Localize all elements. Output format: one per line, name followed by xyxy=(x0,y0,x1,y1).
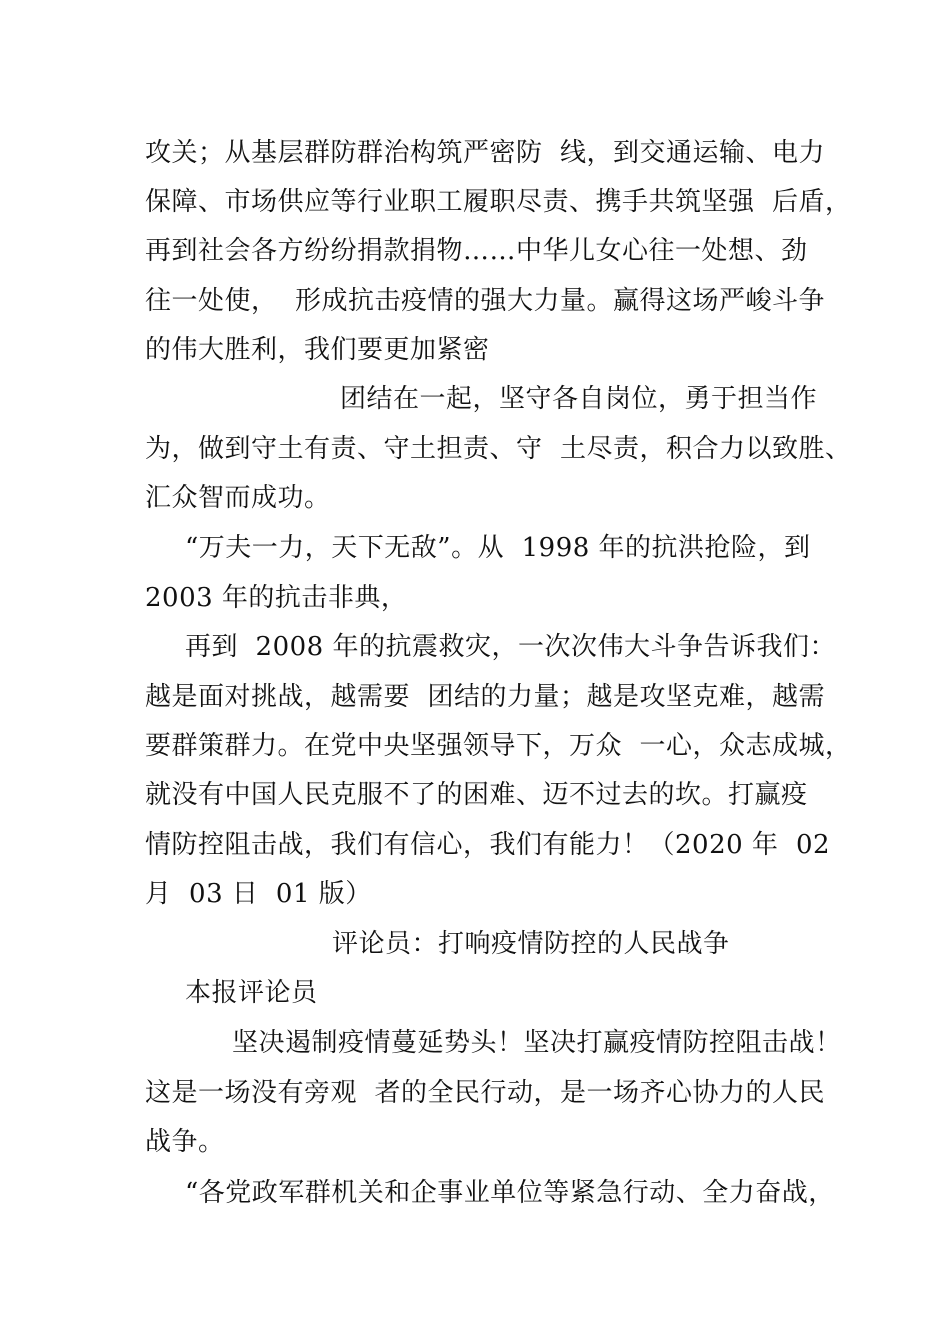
text-line: “各党政军群机关和企事业单位等紧急行动、全力奋战， xyxy=(185,1178,835,1208)
text-line: 往一处使， 形成抗击疫情的强大力量。赢得这场严峻斗争 xyxy=(145,286,826,316)
text-line: 坚决遏制疫情蔓延势头！坚决打赢疫情防控阻击战！ xyxy=(232,1028,842,1058)
text-line: 2003 年的抗击非典， xyxy=(145,583,408,613)
section-title: 评论员：打响疫情防控的人民战争 xyxy=(332,929,730,959)
byline: 本报评论员 xyxy=(185,978,318,1008)
text-line: 再到社会各方纷纷捐款捐物……中华儿女心往一处想、劲 xyxy=(145,236,808,266)
text-line: 情防控阻击战，我们有信心，我们有能力！（2020 年 02 xyxy=(145,830,831,860)
text-line: 团结在一起，坚守各自岗位，勇于担当作 xyxy=(340,384,818,414)
text-line: 攻关；从基层群防群治构筑严密防 线，到交通运输、电力 xyxy=(145,138,826,168)
text-line: 汇众智而成功。 xyxy=(145,483,331,513)
text-line: 越是面对挑战，越需要 团结的力量；越是攻坚克难，越需 xyxy=(145,682,826,712)
text-line: 为，做到守土有责、守土担责、守 土尽责，积合力以致胜、 xyxy=(145,434,852,464)
text-line: 这是一场没有旁观 者的全民行动，是一场齐心协力的人民 xyxy=(145,1078,826,1108)
text-line: 就没有中国人民克服不了的困难、迈不过去的坎。打赢疫 xyxy=(145,780,808,810)
text-line: 要群策群力。在党中央坚强领导下，万众 一心，众志成城， xyxy=(145,731,852,761)
text-line: 战争。 xyxy=(145,1127,225,1157)
text-line: 保障、市场供应等行业职工履职尽责、携手共筑坚强 后盾， xyxy=(145,187,852,217)
text-line: “万夫一力，天下无敌”。从 1998 年的抗洪抢险，到 xyxy=(185,533,811,563)
text-line: 月 03 日 01 版） xyxy=(145,879,372,909)
text-line: 再到 2008 年的抗震救灾，一次次伟大斗争告诉我们： xyxy=(185,632,836,662)
text-line: 的伟大胜利，我们要更加紧密 xyxy=(145,335,490,365)
